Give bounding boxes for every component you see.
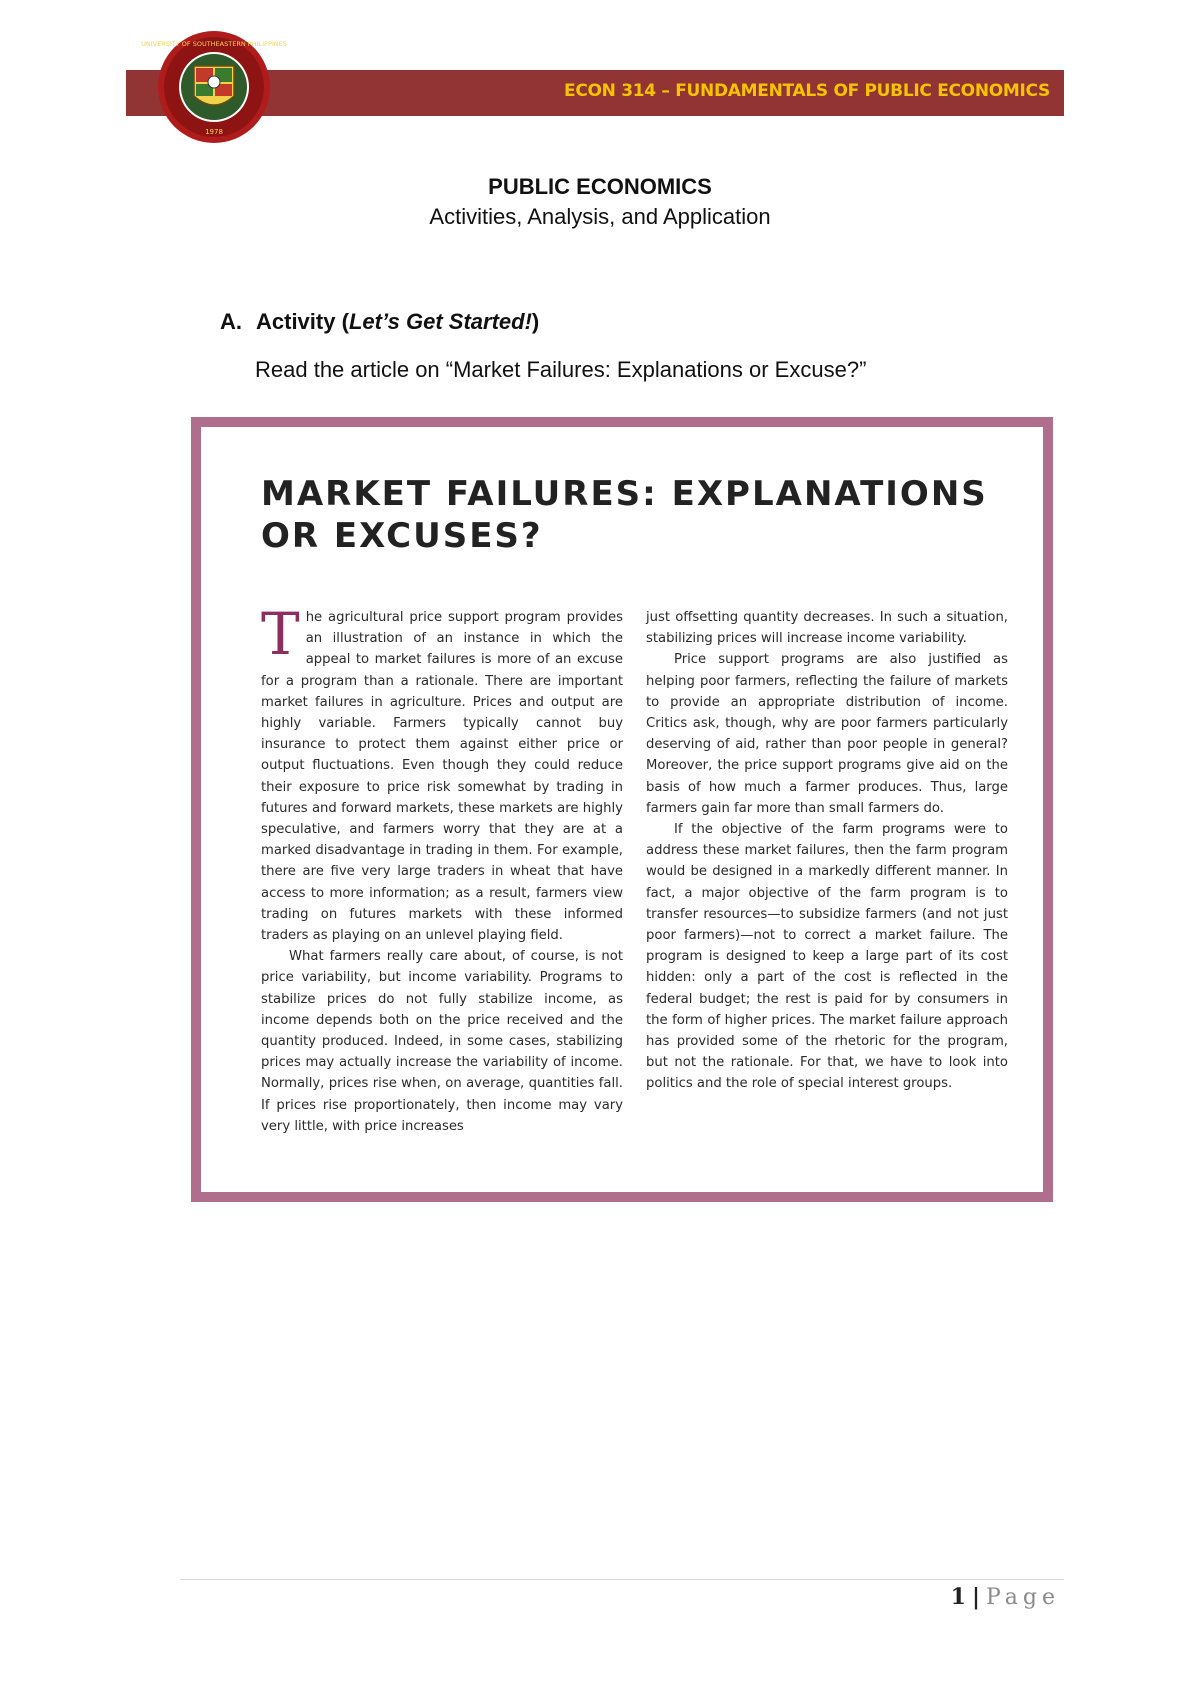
article-paragraph: What farmers really care about, of course, is not price variability, but income variability. Programs to stabilize prices do not fully stabilize income, as income depends both on the price received and the quantity produced. Indeed, in some cases, stabilizing prices may actually increase the variability of income. Normally, prices rise when, on average, quantities fall. If prices rise proportionately, then income may vary very little, with price increases xyxy=(261,949,623,1134)
page-number: 1 xyxy=(950,1584,966,1610)
article-paragraph: just offsetting quantity decreases. In such a situation, stabilizing prices will increase income variability. xyxy=(646,610,1008,647)
document-title: PUBLIC ECONOMICS xyxy=(488,174,712,199)
university-seal-logo xyxy=(141,30,287,144)
activity-instruction: Read the article on “Market Failures: Explanations or Excuse?” xyxy=(255,357,867,382)
article-frame xyxy=(191,417,1053,1202)
section-a-heading xyxy=(220,309,539,335)
article-panel xyxy=(201,427,1043,1192)
article-column-right xyxy=(646,607,1008,1095)
seal-ring-text: UNIVERSITY OF SOUTHEASTERN PHILIPPINES xyxy=(141,40,287,48)
course-title: ECON 314 – FUNDAMENTALS OF PUBLIC ECONOMICS xyxy=(564,81,1050,101)
article-title-line-1: MARKET FAILURES: EXPLANATIONS xyxy=(261,474,988,514)
seal-year: 1978 xyxy=(205,128,223,136)
page-footer xyxy=(951,1584,1060,1610)
drop-cap: T xyxy=(261,600,300,668)
section-number: A. xyxy=(220,309,242,334)
article-title xyxy=(261,473,1001,557)
article-paragraph: If the objective of the farm programs were to address these market failures, then the farm program would be designed in a markedly different manner. In fact, a major objective of the farm program is to transfer resources—to subsidize farmers (and not just poor farmers)—not to correct a market failure. The program is designed to keep a large part of its cost hidden: only a part of the cost is reflected in the federal budget; the rest is paid for by consumers in the form of higher prices. The market failure approach has provided some of the rhetoric for the program, but not the rationale. For that, we have to look into politics and the role of special interest groups. xyxy=(646,822,1008,1092)
footer-divider xyxy=(180,1579,1064,1580)
paragraph-text: he agricultural price support program provides an illustration of an instance in which the appeal to market failures is more of an excuse for a program than a rationale. There are important market failures in agriculture. Prices and output are highly variable. Farmers typically cannot buy insurance to protect them against either price or output fluctuations. Even though they could reduce their exposure to price risk somewhat by trading in futures and forward markets, these markets are highly speculative, and farmers worry that they are at a marked disadvantage in trading in them. For example, there are five very large traders in wheat that have access to more information; as a result, farmers view trading on futures markets with these informed traders as playing on an unlevel playing field. xyxy=(261,610,623,944)
article-paragraph xyxy=(261,600,623,946)
section-heading-paren-close: ) xyxy=(531,309,540,334)
article-paragraph: Price support programs are also justified as helping poor farmers, reflecting the failure of markets to provide an appropriate distribution of income. Critics ask, though, why are poor farmers particularly deserving of aid, rather than poor people in general? Moreover, the price support programs give aid on the basis of how much a farmer produces. Thus, large farmers gain far more than small farmers do. xyxy=(646,652,1008,816)
document-subtitle: Activities, Analysis, and Application xyxy=(429,204,771,229)
article-column-left xyxy=(261,600,623,1137)
section-heading-italic: Let’s Get Started! xyxy=(348,309,532,334)
page-word: Page xyxy=(985,1585,1060,1610)
section-heading-text: Activity xyxy=(256,309,336,334)
page-separator: | xyxy=(971,1584,980,1610)
article-title-line-2: OR EXCUSES? xyxy=(261,516,543,556)
section-heading-paren-open: ( xyxy=(335,309,349,334)
